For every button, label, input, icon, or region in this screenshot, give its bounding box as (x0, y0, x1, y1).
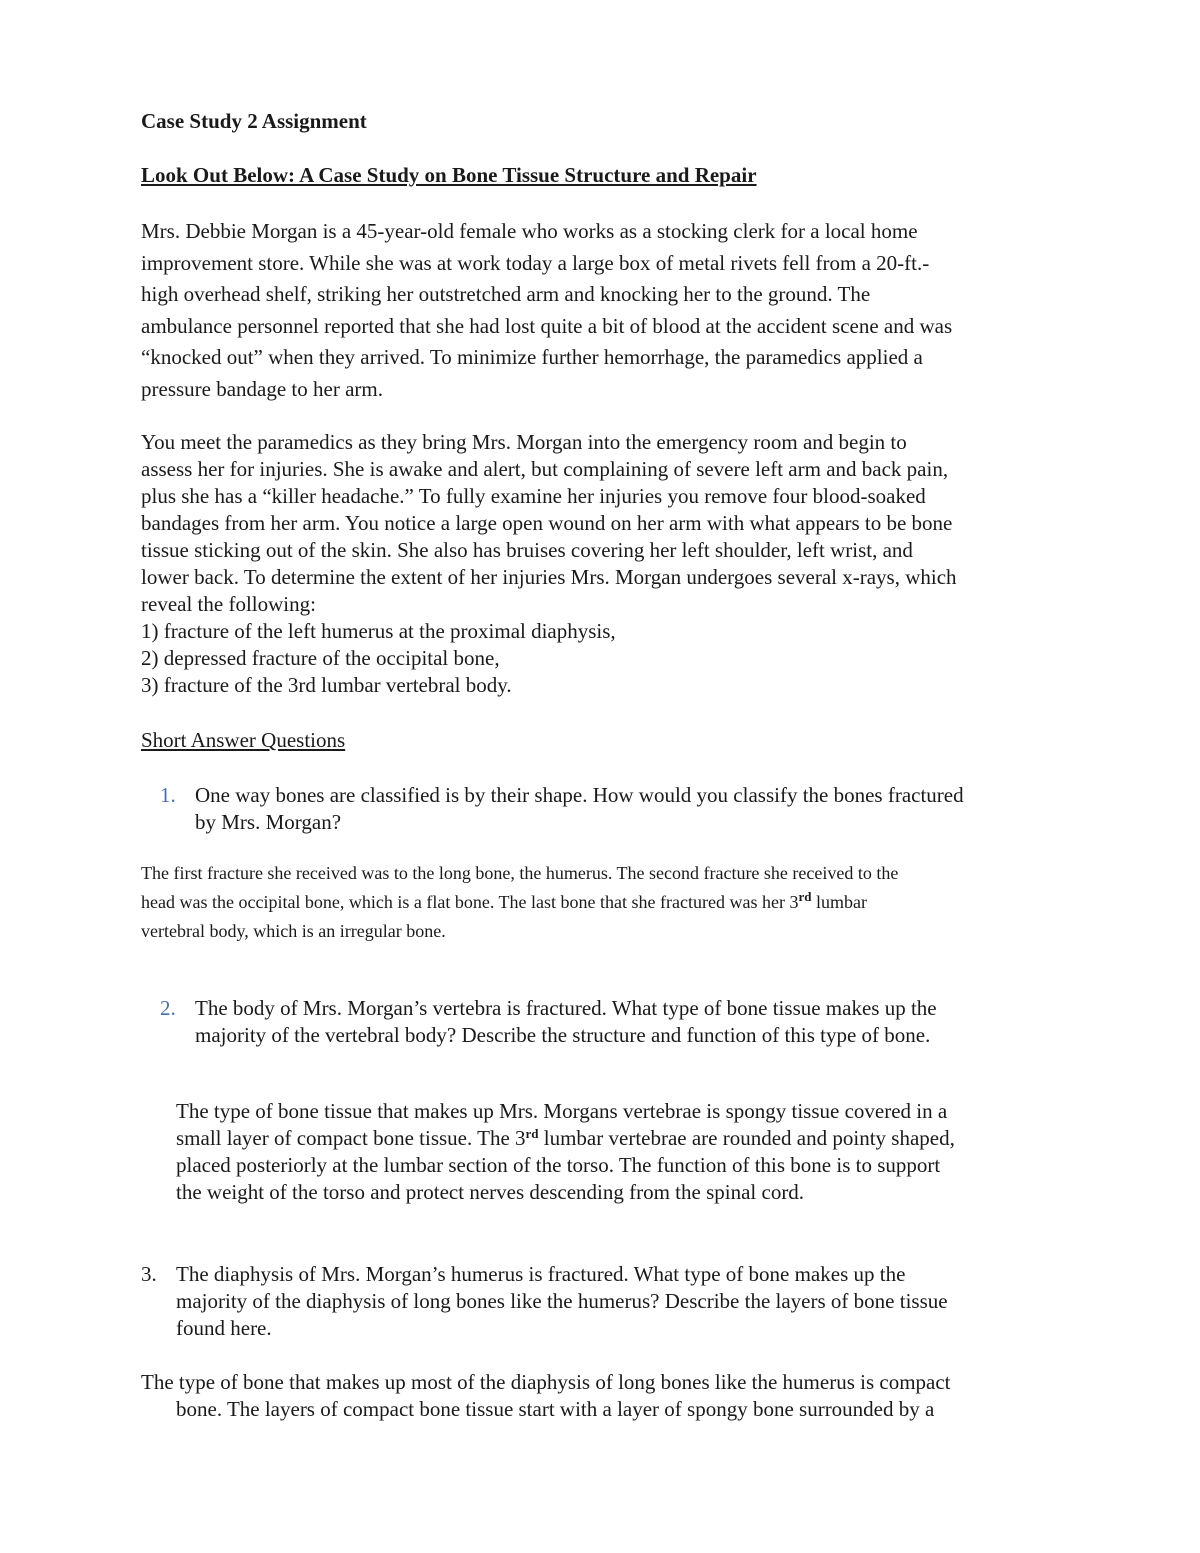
question-3-number: 3. (141, 1262, 157, 1286)
answer-line: The type of bone tissue that makes up Mrs. Morgans vertebrae is spongy tissue covered in a (176, 1099, 948, 1123)
question-line: by Mrs. Morgan? (195, 810, 342, 834)
answer-1 (141, 859, 898, 946)
assessment-line: plus she has a “killer headache.” To fully examine her injuries you remove four blood-soaked (141, 484, 926, 508)
intro-line: improvement store. While she was at work today a large box of metal rivets fell from a 20-ft.- (141, 250, 930, 275)
xray-finding-2: 2) depressed fracture of the occipital bone, (141, 646, 500, 670)
answer-line: The type of bone that makes up most of the diaphysis of long bones like the humerus is compact (141, 1370, 951, 1394)
intro-line: high overhead shelf, striking her outstretched arm and knocking her to the ground. The (141, 282, 871, 306)
question-line: found here. (176, 1316, 272, 1340)
short-answer-heading: Short Answer Questions (141, 728, 346, 752)
assessment-line: reveal the following: (141, 592, 316, 616)
question-line: The diaphysis of Mrs. Morgan’s humerus is fractured. What type of bone makes up the (176, 1262, 906, 1286)
answer-line: vertebral body, which is an irregular bone. (141, 921, 446, 941)
answer-2 (176, 1098, 955, 1206)
answer-line: head was the occipital bone, which is a flat bone. The last bone that she fractured was her 3rd lumbar (141, 889, 867, 912)
question-line: majority of the vertebral body? Describe the structure and function of this type of bone. (195, 1023, 931, 1047)
question-line: One way bones are classified is by their shape. How would you classify the bones fractured (195, 783, 964, 807)
answer-line: small layer of compact bone tissue. The 3rd lumbar vertebrae are rounded and pointy shaped, (176, 1126, 955, 1150)
intro-line: pressure bandage to her arm. (141, 376, 383, 401)
intro-paragraph (141, 216, 952, 405)
assessment-line: You meet the paramedics as they bring Mrs. Morgan into the emergency room and begin to (141, 430, 907, 454)
intro-line: Mrs. Debbie Morgan is a 45-year-old female who works as a stocking clerk for a local home (141, 219, 918, 243)
assessment-line: bandages from her arm. You notice a large open wound on her arm with what appears to be bone (141, 511, 953, 535)
question-2-number: 2. (160, 996, 176, 1020)
question-line: majority of the diaphysis of long bones like the humerus? Describe the layers of bone tissue (176, 1289, 948, 1313)
answer-line: the weight of the torso and protect nerves descending from the spinal cord. (176, 1180, 805, 1204)
question-2 (195, 995, 937, 1049)
answer-line: The first fracture she received was to the long bone, the humerus. The second fracture she received to the (141, 863, 899, 883)
assessment-paragraph (141, 429, 957, 699)
question-line: The body of Mrs. Morgan’s vertebra is fractured. What type of bone tissue makes up the (195, 996, 937, 1020)
xray-finding-1: 1) fracture of the left humerus at the proximal diaphysis, (141, 619, 616, 643)
assessment-line: tissue sticking out of the skin. She also has bruises covering her left shoulder, left wrist, and (141, 538, 913, 562)
answer-3 (141, 1369, 951, 1423)
case-study-title: Look Out Below: A Case Study on Bone Tissue Structure and Repair (141, 163, 757, 187)
assessment-line: lower back. To determine the extent of her injuries Mrs. Morgan undergoes several x-rays, which (141, 565, 957, 589)
document-heading: Case Study 2 Assignment (141, 109, 367, 133)
intro-line: “knocked out” when they arrived. To minimize further hemorrhage, the paramedics applied a (141, 345, 923, 369)
xray-finding-3: 3) fracture of the 3rd lumbar vertebral body. (141, 673, 512, 697)
question-1-number: 1. (160, 783, 176, 807)
question-1 (195, 782, 964, 836)
intro-line: ambulance personnel reported that she had lost quite a bit of blood at the accident scene and was (141, 313, 953, 338)
assessment-line: assess her for injuries. She is awake and alert, but complaining of severe left arm and back pain, (141, 457, 949, 481)
question-3 (176, 1261, 948, 1342)
answer-line: placed posteriorly at the lumbar section of the torso. The function of this bone is to support (176, 1153, 941, 1177)
answer-line: bone. The layers of compact bone tissue start with a layer of spongy bone surrounded by a (176, 1397, 935, 1421)
